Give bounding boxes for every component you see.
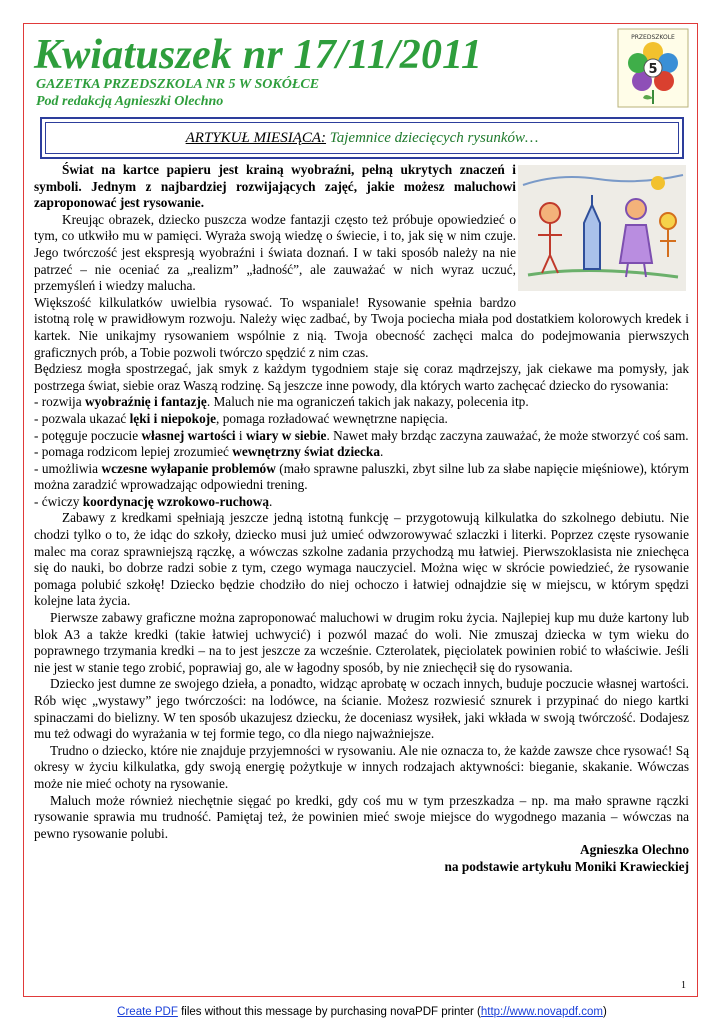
banner-subtitle: Tajemnice dziecięcych rysunków… xyxy=(329,130,539,146)
benefit-item: - rozwija wyobraźnię i fantazję. Maluch nie ma ograniczeń takich jak nakazy, polecenia itp. xyxy=(34,394,529,410)
article-paragraph: Kreując obrazek, dziecko puszcza wodze fantazji często też próbuje opowiedzieć o tym, co utkwiło mu w pamięci. Wyraża swoją wiedzę o świecie, i to, jak się w nim czuje. Jego twórczość jest ekspresją wyobraźni i świata doznań. I w taki sposób należy na nie patrzeć – nie oceniać za „realizm” „ładność”, ale zauważać w nich wyraz uczuć, przemyśleń i wiedzy malucha. xyxy=(34,211,516,294)
article-paragraph: Zabawy z kredkami spełniają jeszcze jedną istotną funkcję – przygotowują kilkulatka do szkolnego debiutu. Nie chodzi tylko o to, że idąc do szkoły, dziecko musi już umieć odwzorowywać szlaczki i literki. Poprzez częste rysowanie malec ma coraz sprawniejszą rączkę, a wówczas szkolne zadania przychodzą mu łatwiej. Pierwszoklasista nie zniechęca się do nauki, bo dobrze radzi sobie z tym, czego wymaga nauczyciel. Można więc w skrócie powiedzieć, że rysowanie pomaga polubić szkołę! Dziecko będzie chodziło do niej ochoczo i łatwiej odnajdzie się w miejscu, w którym spędzi kolejne lata życia. xyxy=(34,510,689,609)
article-paragraph: Maluch może również niechętnie sięgać po kredki, gdy coś mu w tym przeszkadza – np. ma mało sprawne rączki rysowanie sprawia mu trudność. Pamiętaj też, że powinien mieć swoje miejsce do wygodnego mazania – wówczas na pewno rysowanie polubi. xyxy=(34,792,689,841)
article-paragraph: Trudno o dziecko, które nie znajduje przyjemności w rysowaniu. Ale nie oznacza to, że każde zawsze chce rysować! Są okresy w życiu kilkulatka, gdy swoją energię pożytkuje w innych rodzajach aktywności: bieganie, skakanie. Wówczas może nie mieć ochoty na rysowanie. xyxy=(34,742,689,791)
kindergarten-logo xyxy=(617,28,689,108)
novapdf-link[interactable]: http://www.novapdf.com xyxy=(480,1006,603,1018)
footer-end: ) xyxy=(602,1006,607,1018)
footer-text: files without this message by purchasing novaPDF printer ( xyxy=(177,1006,481,1018)
article-banner xyxy=(40,117,684,159)
article-paragraph: Dziecko jest dumne ze swojego dzieła, a ponadto, widząc aprobatę w oczach innych, buduje poczucie własnej wartości. Rób więc „wystawy” jego twórczości: na lodówce, na ścianie. Możesz rozwiesić sznurek i przypinać do niego kartki spinaczami do bielizny. W ten sposób ukazujesz dziecku, że doceniasz wysiłek, jaki wkłada w swoją twórczość. Dodajesz mu też odwagi do wyrażania w tej formie tego, co dla niego najważniejsze. xyxy=(34,676,689,742)
page-title: Kwiatuszek nr 17/11/2011 xyxy=(34,32,483,78)
benefit-item: - ćwiczy koordynację wzrokowo-ruchową. xyxy=(34,493,273,509)
article-paragraph: Większość kilkulatków uwielbia rysować. To wspaniale! Rysowanie spełnia bardzo istotną rolę w prawidłowym rozwoju. Należy więc zadbać, by Twoja pociecha miała pod dostatkiem kolorowych kredek i kartek. Nie unikajmy rysowaniem wspólnie z nią. Twoja obecność zachęci malca do podejmowania pierwszych graficznych prób, a Tobie pozwoli twórczo spędzić z nim czas. xyxy=(34,294,689,360)
article-body xyxy=(34,162,689,876)
source-attribution: na podstawie artykułu Moniki Krawieckiej xyxy=(444,858,689,874)
article-lead: Świat na kartce papieru jest krainą wyobraźni, pełną ukrytych znaczeń i symboli. Jednym z najbardziej rozwijających zajęć, jakie możesz maluchowi zaproponować jest rysowanie. xyxy=(34,162,516,211)
photo-spacer xyxy=(516,162,689,295)
benefit-item: - potęguje poczucie własnej wartości i wiary w siebie. Nawet mały brzdąc zaczyna zauważać, że może stworzyć coś sam. xyxy=(34,427,689,443)
pdf-footer xyxy=(0,1006,724,1018)
author-name: Agnieszka Olechno xyxy=(580,842,689,858)
newsletter-subtitle: GAZETKA PRZEDSZKOLA NR 5 W SOKÓŁCE xyxy=(36,77,320,92)
article-paragraph: Będziesz mogła spostrzegać, jak smyk z każdym tygodniem staje się coraz mądrzejszy, jak ciekawe ma pomysły, jak postrzega świat, siebie oraz Waszą rodzinę. Są jeszcze inne powody, dla których warto zachęcać dziecko do rysowania: xyxy=(34,361,689,393)
logo-text: PRZEDSZKOLE xyxy=(631,34,675,41)
benefit-item: - umożliwia wczesne wyłapanie problemów (mało sprawne paluszki, zbyt silne lub za słabe napięcie mięśniowe), którym można zaradzić wprowadzając odpowiedni trening. xyxy=(34,460,689,493)
benefit-item: - pomaga rodzicom lepiej zrozumieć wewnętrzny świat dziecka. xyxy=(34,444,384,460)
logo-number: 5 xyxy=(648,62,658,77)
article-paragraph: Pierwsze zabawy graficzne można zaproponować maluchowi w drugim roku życia. Najlepiej kup mu duże kartony lub blok A3 a także kredki (takie łatwiej uchwycić) i pozwól mazać do woli. Nie zmuszaj dziecka w tym wieku do poprawnego trzymania kredki – na to jest jeszcze za wcześnie. Czterolatek, pięciolatek powinien robić to właściwie. Jeśli nie jest w stanie tego zrobić, poprawiaj go, ale w łagodny sposób, by nie zniechęcił się do rysowania. xyxy=(34,610,689,675)
editor-line: Pod redakcją Agnieszki Olechno xyxy=(36,94,224,109)
create-pdf-link[interactable]: Create PDF xyxy=(117,1006,178,1018)
article-banner-inner xyxy=(45,122,679,154)
page-number: 1 xyxy=(681,980,686,991)
banner-label: ARTYKUŁ MIESIĄCA: xyxy=(185,130,327,146)
benefit-item: - pozwala ukazać lęki i niepokoje, pomaga rozładować wewnętrzne napięcia. xyxy=(34,410,448,426)
